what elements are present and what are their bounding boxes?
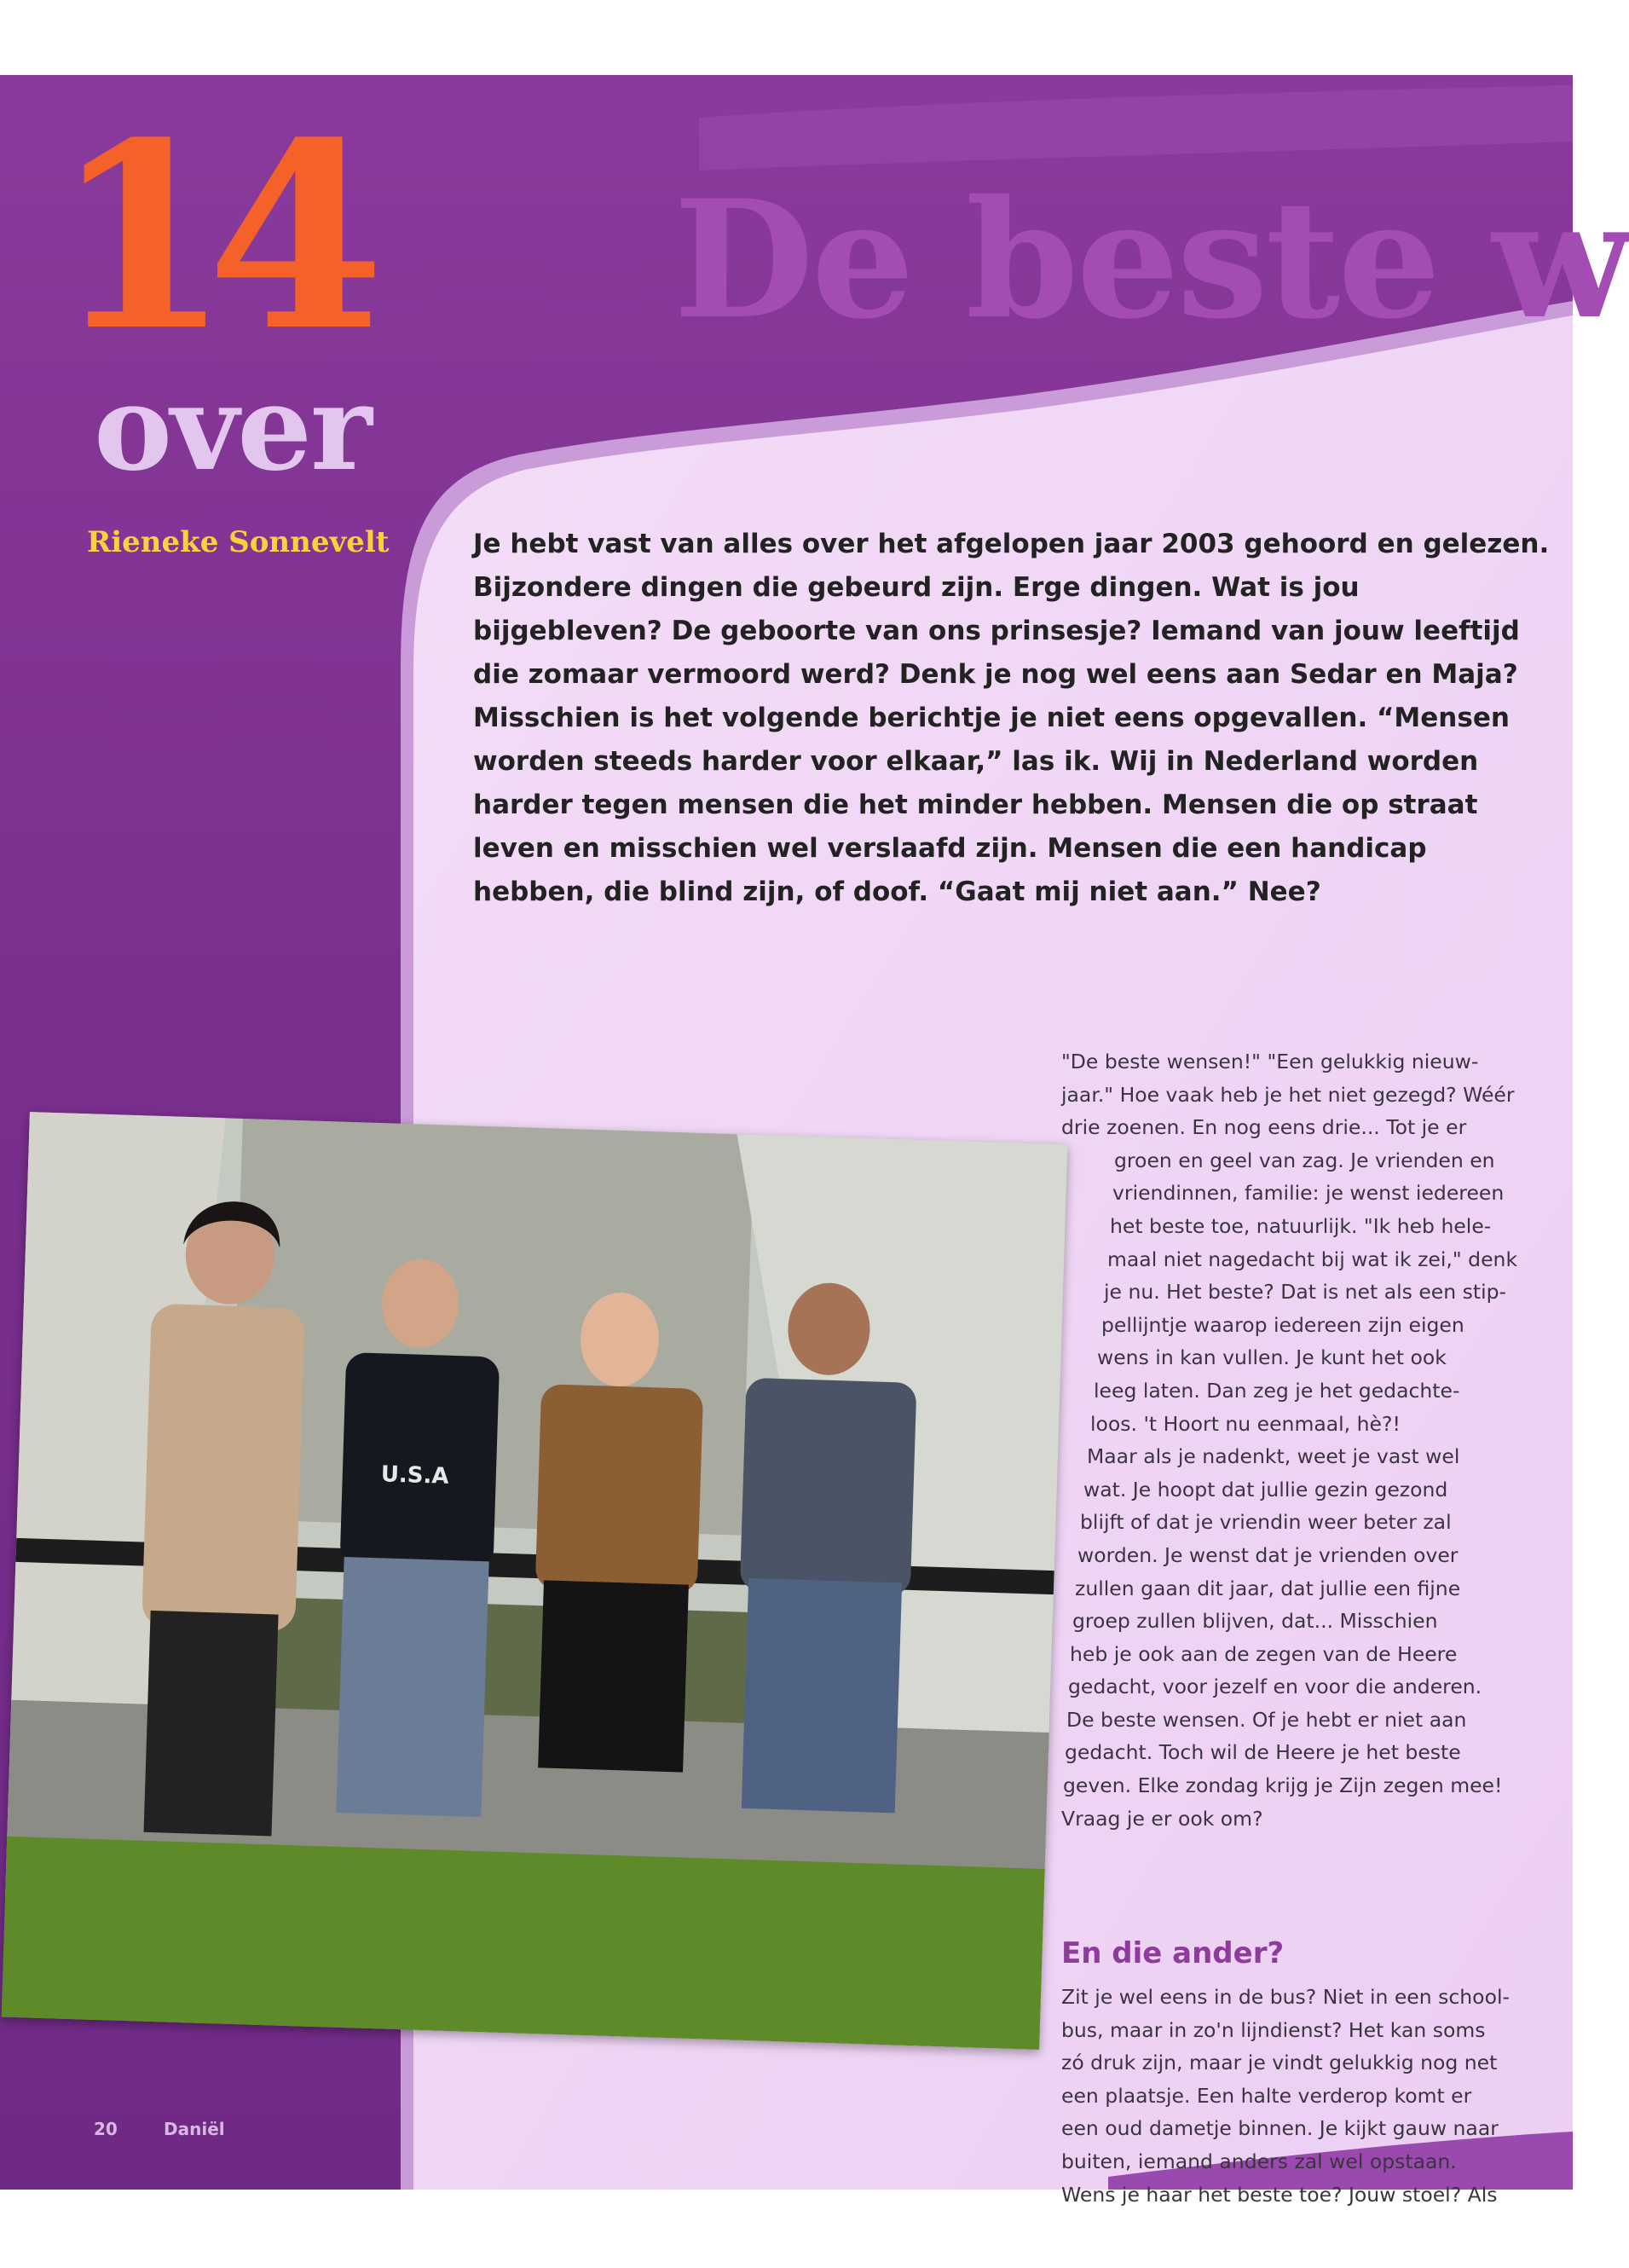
article-body-column-1 bbox=[1061, 1045, 1551, 1835]
body-line: leeg laten. Dan zeg je het gedachte- bbox=[1094, 1378, 1460, 1403]
body-line: heb je ook aan de zegen van de Heere bbox=[1070, 1641, 1458, 1666]
photo-kid4-jeans bbox=[742, 1578, 902, 1814]
body-line: maal niet nagedacht bij wat ik zei," denk bbox=[1107, 1247, 1518, 1271]
body-line: wens in kan vullen. Je kunt het ook bbox=[1097, 1345, 1447, 1370]
body-line: buiten, iemand anders zal wel opstaan. bbox=[1061, 2149, 1457, 2173]
body-line: Wens je haar het beste toe? Jouw stoel? Als bbox=[1061, 2182, 1498, 2207]
body-line: bus, maar in zo'n lijndienst? Het kan soms bbox=[1061, 2017, 1486, 2042]
section-subheading: En die ander? bbox=[1061, 1936, 1285, 1970]
body-line: een oud dametje binnen. Je kijkt gauw naar bbox=[1061, 2116, 1499, 2141]
body-line: pellijntje waarop iedereen zijn eigen bbox=[1101, 1312, 1464, 1337]
body-line: jaar." Hoe vaak heb je het niet gezegd? Wéér bbox=[1061, 1082, 1515, 1107]
photo-lawn bbox=[2, 1837, 1045, 2050]
issue-over-label: over bbox=[94, 358, 371, 497]
body-line: loos. 't Hoort nu eenmaal, hè?! bbox=[1090, 1411, 1401, 1436]
body-line: Maar als je nadenkt, weet je vast wel bbox=[1087, 1444, 1460, 1469]
content-area bbox=[0, 75, 1629, 2207]
issue-number: 14 bbox=[53, 86, 361, 387]
body-line: Vraag je er ook om? bbox=[1061, 1806, 1263, 1831]
photo-kid1-coat bbox=[142, 1304, 305, 1632]
magazine-page bbox=[0, 75, 1629, 2207]
body-line: groen en geel van zag. Je vrienden en bbox=[1114, 1148, 1495, 1172]
photo-kid2-shirt-text: U.S.A bbox=[380, 1461, 449, 1490]
body-line: een plaatsje. Een halte verderop komt er bbox=[1061, 2083, 1472, 2108]
body-line: drie zoenen. En nog eens drie... Tot je er bbox=[1061, 1115, 1467, 1140]
photo-kid2-sweater bbox=[339, 1352, 500, 1571]
body-line: je nu. Het beste? Dat is net als een stip- bbox=[1104, 1280, 1506, 1305]
group-photo bbox=[2, 1112, 1068, 2050]
page-number: 20 bbox=[94, 2119, 118, 2139]
body-line: vriendinnen, familie: je wenst iedereen bbox=[1112, 1181, 1505, 1206]
photo-kid3-skirt bbox=[538, 1580, 689, 1772]
body-line: worden. Je wenst dat je vrienden over bbox=[1077, 1542, 1459, 1567]
body-line: De beste wensen. Of je hebt er niet aan bbox=[1066, 1707, 1467, 1732]
photo-kid4-sweater bbox=[740, 1378, 917, 1596]
body-line: "De beste wensen!" "Een gelukkig nieuw- bbox=[1061, 1050, 1479, 1073]
body-line: gedacht, voor jezelf en voor die anderen. bbox=[1068, 1675, 1482, 1699]
body-line: Zit je wel eens in de bus? Niet in een school- bbox=[1061, 1985, 1510, 2009]
photo-kid3-jacket bbox=[535, 1384, 703, 1594]
body-line: zullen gaan dit jaar, dat jullie een fijne bbox=[1075, 1576, 1461, 1600]
body-line: gedacht. Toch wil de Heere je het beste bbox=[1065, 1740, 1461, 1765]
body-line: blijft of dat je vriendin weer beter zal bbox=[1080, 1510, 1452, 1535]
article-body-column-2 bbox=[1061, 1981, 1551, 2211]
photo-kid2-jeans bbox=[336, 1557, 488, 1817]
article-title: De beste w bbox=[673, 165, 1629, 355]
body-line: zó druk zijn, maar je vindt gelukkig nog net bbox=[1061, 2051, 1498, 2075]
body-line: wat. Je hoopt dat jullie gezin gezond bbox=[1083, 1477, 1448, 1501]
author-name: Rieneke Sonnevelt bbox=[87, 525, 390, 559]
body-line: geven. Elke zondag krijg je Zijn zegen mee! bbox=[1063, 1773, 1503, 1798]
magazine-name: Daniël bbox=[164, 2119, 225, 2139]
group-photo-illustration bbox=[2, 1112, 1068, 2050]
intro-paragraph: Je hebt vast van alles over het afgelopen jaar 2003 gehoord en gelezen. Bijzondere dingen die gebeurd zijn. Erge dingen. Wat is jou bijgebleven? De geboorte van ons prinsesje? Iemand van jouw leeftijd die zomaar vermoord werd? Denk je nog wel eens aan Sedar en Maja? Misschien is het volgende berichtje je niet eens opgevallen. “Mensen worden steeds harder voor elkaar,” las ik. Wij in Nederland worden harder tegen mensen die het minder hebben. Mensen die op straat leven en misschien wel verslaafd zijn. Mensen die een handicap hebben, die blind zijn, of doof. “Gaat mij niet aan.” Nee? bbox=[473, 529, 1550, 907]
body-line: groep zullen blijven, dat... Misschien bbox=[1072, 1609, 1438, 1634]
body-line: het beste toe, natuurlijk. "Ik heb hele- bbox=[1110, 1213, 1492, 1238]
photo-kid1-legs bbox=[144, 1611, 279, 1837]
